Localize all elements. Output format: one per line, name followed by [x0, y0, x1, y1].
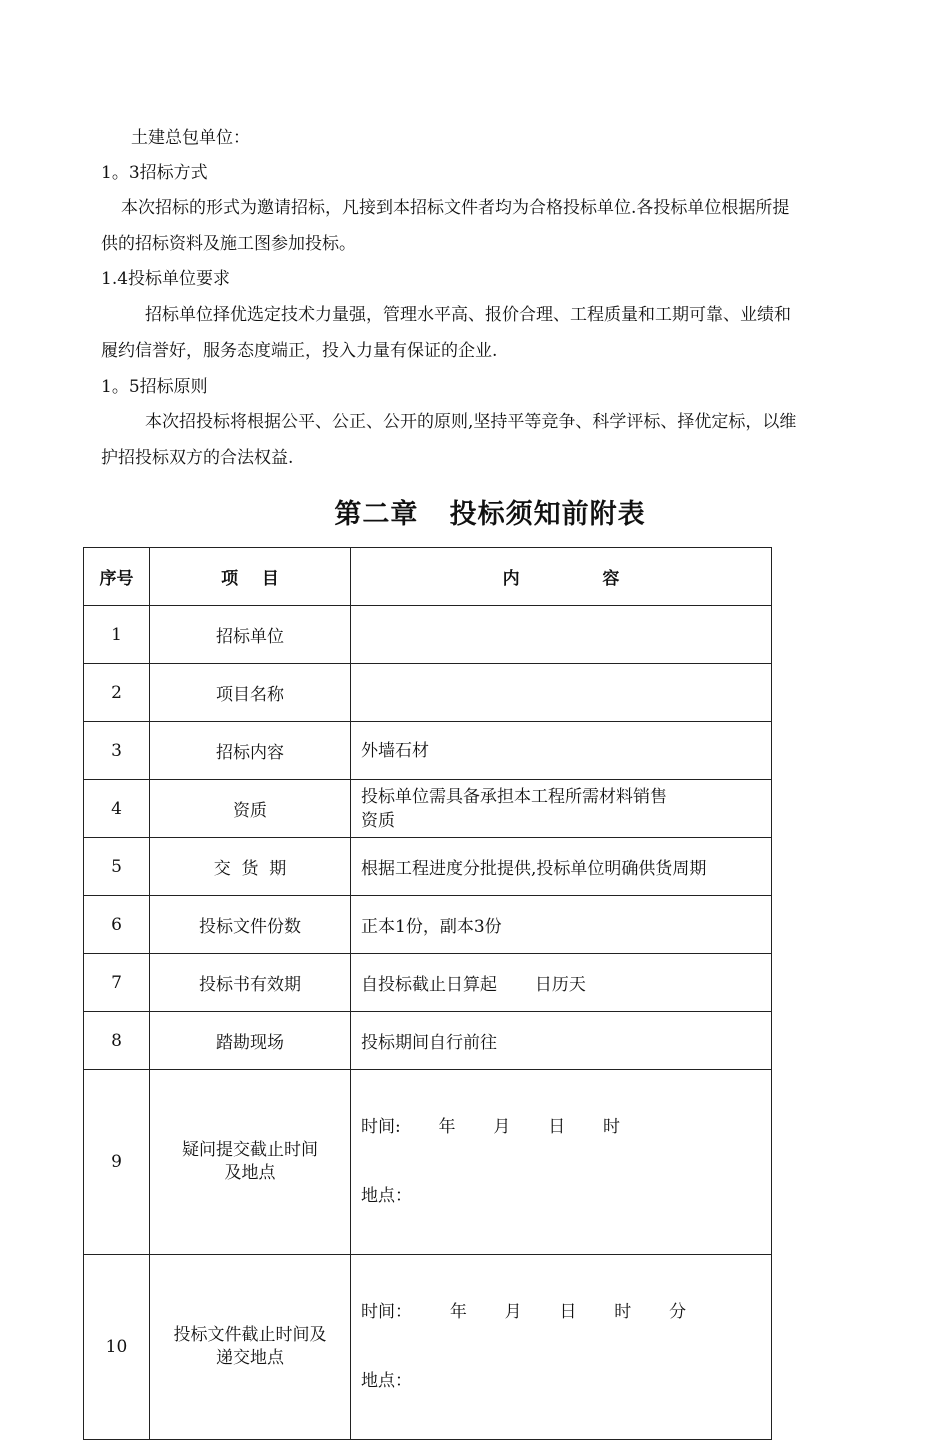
row-content [351, 1255, 772, 1440]
table-row [84, 1012, 772, 1070]
paragraph-1-4-line-1: 招标单位择优选定技术力量强，管理水平高、报价合理、工程质量和工期可靠、业绩和 [145, 305, 791, 325]
table-row [84, 954, 772, 1012]
row-content-line-2: 资质 [361, 810, 395, 831]
row-content: 投标期间自行前往 [351, 1012, 772, 1070]
paragraph-1-4-line-2: 履约信誉好，服务态度端正，投入力量有保证的企业. [101, 341, 498, 361]
contractor-line: 土建总包单位： [131, 128, 250, 148]
row-item: 投标书有效期 [150, 954, 351, 1012]
row-content-line-2: 地点： [361, 1186, 412, 1206]
row-item-line-2: 递交地点 [216, 1348, 284, 1368]
table-row [84, 664, 772, 722]
row-number: 7 [84, 954, 150, 1012]
row-item: 交 货 期 [150, 838, 351, 896]
row-content-line-1: 投标单位需具备承担本工程所需材料销售 [361, 786, 667, 807]
row-content [351, 664, 772, 722]
row-number: 4 [84, 780, 150, 838]
row-content: 自投标截止日算起 日历天 [351, 954, 772, 1012]
row-item [150, 1255, 351, 1440]
header-content: 内 容 [351, 548, 772, 606]
row-number: 8 [84, 1012, 150, 1070]
row-number: 5 [84, 838, 150, 896]
row-item: 招标单位 [150, 606, 351, 664]
row-content: 根据工程进度分批提供,投标单位明确供货周期 [351, 838, 772, 896]
row-item-line-1: 疑问提交截止时间 [182, 1140, 318, 1160]
row-item-line-2: 及地点 [224, 1163, 276, 1183]
table-header-row [84, 548, 772, 606]
chapter-title: 第二章 投标须知前附表 [334, 499, 646, 530]
row-content-line-2: 地点： [361, 1371, 412, 1391]
table-row [84, 1255, 772, 1440]
row-number: 2 [84, 664, 150, 722]
row-content-line-1: 时间： 年 月 日 时 分 [361, 1302, 687, 1322]
paragraph-1-5-line-1: 本次招投标将根据公平、公正、公开的原则,坚持平等竞争、科学评标、择优定标，以维 [145, 412, 797, 432]
section-heading-1-5: 1。5招标原则 [101, 377, 208, 397]
row-item: 踏勘现场 [150, 1012, 351, 1070]
row-content: 外墙石材 [351, 722, 772, 780]
row-number: 6 [84, 896, 150, 954]
header-item: 项 目 [150, 548, 351, 606]
table-row [84, 896, 772, 954]
row-content: 正本1份，副本3份 [351, 896, 772, 954]
row-item: 项目名称 [150, 664, 351, 722]
table-row [84, 838, 772, 896]
row-item [150, 1070, 351, 1255]
row-number: 10 [84, 1255, 150, 1440]
bid-appendix-table [83, 547, 772, 1440]
section-heading-1-3: 1。3招标方式 [101, 163, 208, 183]
row-item: 投标文件份数 [150, 896, 351, 954]
paragraph-1-5-line-2: 护招投标双方的合法权益. [101, 448, 294, 468]
row-number: 1 [84, 606, 150, 664]
table-row [84, 722, 772, 780]
row-number: 3 [84, 722, 150, 780]
paragraph-1-3-line-1: 本次招标的形式为邀请招标，凡接到本招标文件者均为合格投标单位.各投标单位根据所提 [121, 198, 790, 218]
row-item-line-1: 投标文件截止时间及 [173, 1325, 327, 1345]
header-serial: 序号 [84, 548, 150, 606]
row-content [351, 606, 772, 664]
table-row [84, 606, 772, 664]
table-row [84, 780, 772, 838]
row-content-line-1: 时间: 年 月 日 时 [361, 1117, 621, 1137]
row-item: 资质 [150, 780, 351, 838]
table-row [84, 1070, 772, 1255]
section-heading-1-4: 1.4投标单位要求 [101, 269, 231, 289]
row-item: 招标内容 [150, 722, 351, 780]
row-number: 9 [84, 1070, 150, 1255]
paragraph-1-3-line-2: 供的招标资料及施工图参加投标。 [101, 234, 356, 254]
row-content [351, 780, 772, 838]
row-content [351, 1070, 772, 1255]
